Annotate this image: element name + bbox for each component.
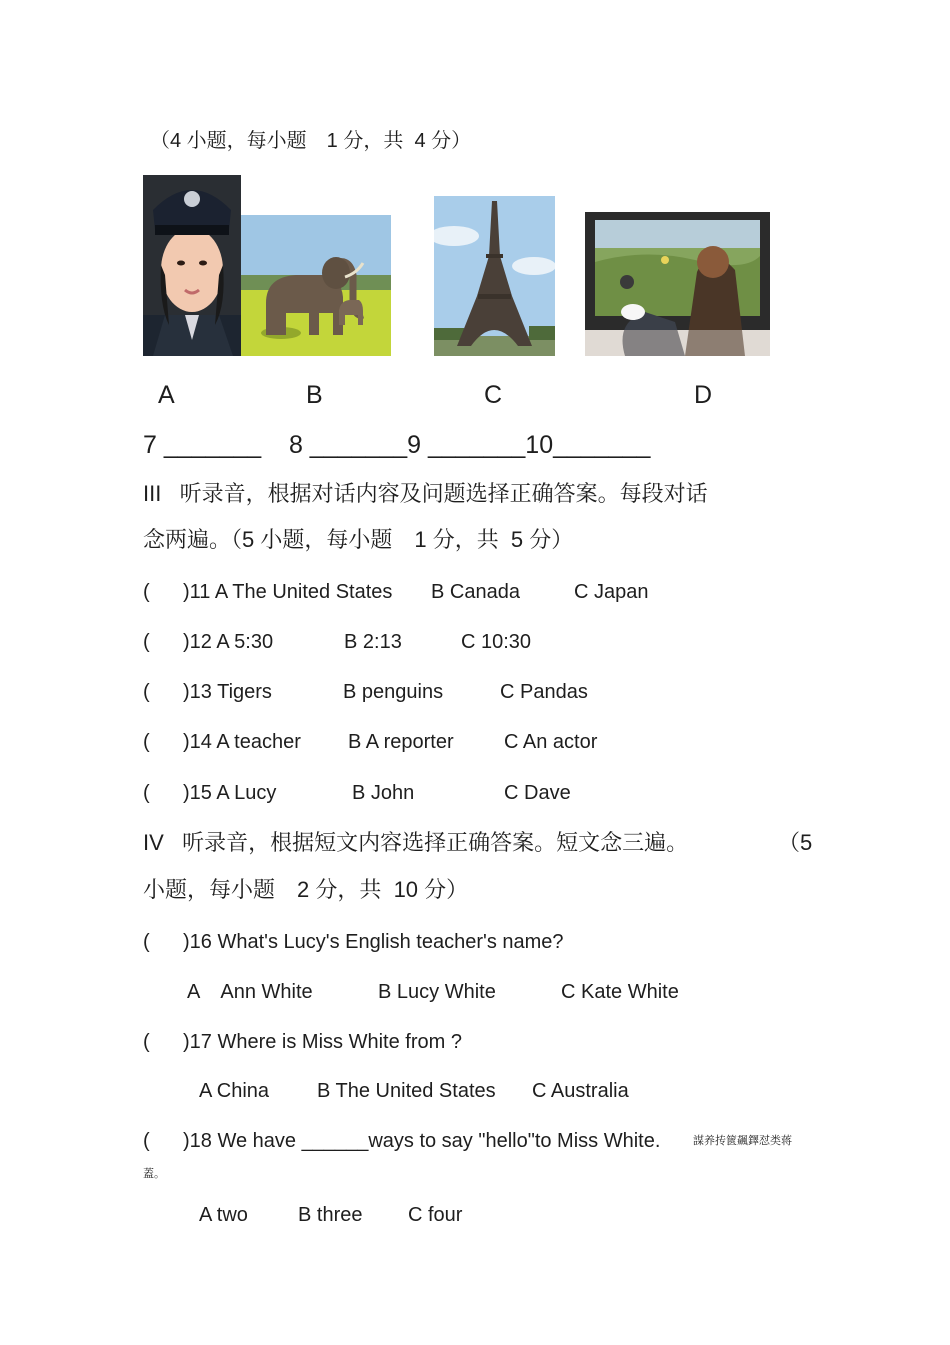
question-14-b: B A reporter xyxy=(348,731,454,753)
picture-label-b: B xyxy=(306,381,323,409)
question-17-b: B The United States xyxy=(317,1080,496,1102)
question-12-c: C 10:30 xyxy=(461,631,532,653)
question-14-c: C An actor xyxy=(504,731,598,753)
question-16-b: B Lucy White xyxy=(378,981,496,1003)
section-4-scoring: 小题，每小题 2 分，共 10 分） xyxy=(143,877,469,902)
question-11-c: C Japan xyxy=(574,581,649,603)
question-17-c: C Australia xyxy=(532,1080,629,1102)
tv-photo xyxy=(585,212,770,356)
answer-blanks-7-10: 7 _______ 8 _______9 _______10_______ xyxy=(143,431,651,459)
section-3-heading: III 听录音，根据对话内容及问题选择正确答案。每段对话 xyxy=(143,481,708,506)
police-officer-photo xyxy=(143,175,241,356)
question-17-a: A China xyxy=(199,1080,270,1102)
section-intro: （4 小题，每小题 1 分，共 4 分） xyxy=(150,130,472,152)
question-17: ( )17 Where is Miss White from ? xyxy=(143,1031,462,1053)
question-13-b: B penguins xyxy=(343,681,444,703)
question-18-a: A two xyxy=(199,1204,248,1226)
picture-label-a: A xyxy=(158,381,175,409)
question-14-a: ( )14 A teacher xyxy=(143,731,301,753)
question-12-a: ( )12 A 5:30 xyxy=(143,631,274,653)
question-16-a: A Ann White xyxy=(187,981,313,1003)
question-11-b: B Canada xyxy=(431,581,520,603)
question-15-a: ( )15 A Lucy xyxy=(143,782,277,804)
picture-label-d: D xyxy=(694,381,713,409)
question-18: ( )18 We have ______ways to say "hello"to Miss White. xyxy=(143,1130,661,1152)
question-18-c: C four xyxy=(408,1204,463,1226)
eiffel-tower-photo xyxy=(434,196,555,356)
picture-label-c: C xyxy=(484,381,503,409)
section-4-heading-right: （5 xyxy=(778,830,813,855)
question-15-b: B John xyxy=(352,782,415,804)
question-12-b: B 2:13 xyxy=(344,631,402,653)
question-18-noise-text: 謀养抟篋飆鐸怼类蒋 xyxy=(693,1135,792,1147)
question-13-a: ( )13 Tigers xyxy=(143,681,272,703)
elephant-photo xyxy=(241,215,391,356)
question-11-a: ( )11 A The United States xyxy=(143,581,393,603)
section-4-heading: IV 听录音，根据短文内容选择正确答案。短文念三遍。 xyxy=(143,830,689,855)
question-13-c: C Pandas xyxy=(500,681,588,703)
question-18-b: B three xyxy=(298,1204,363,1226)
question-15-c: C Dave xyxy=(504,782,571,804)
section-3-scoring: 念两遍。（5 小题，每小题 1 分，共 5 分） xyxy=(143,527,574,552)
question-18-noise-text-2: 蓋。 xyxy=(143,1168,165,1180)
question-16-c: C Kate White xyxy=(561,981,679,1003)
question-16: ( )16 What's Lucy's English teacher's name? xyxy=(143,931,564,953)
